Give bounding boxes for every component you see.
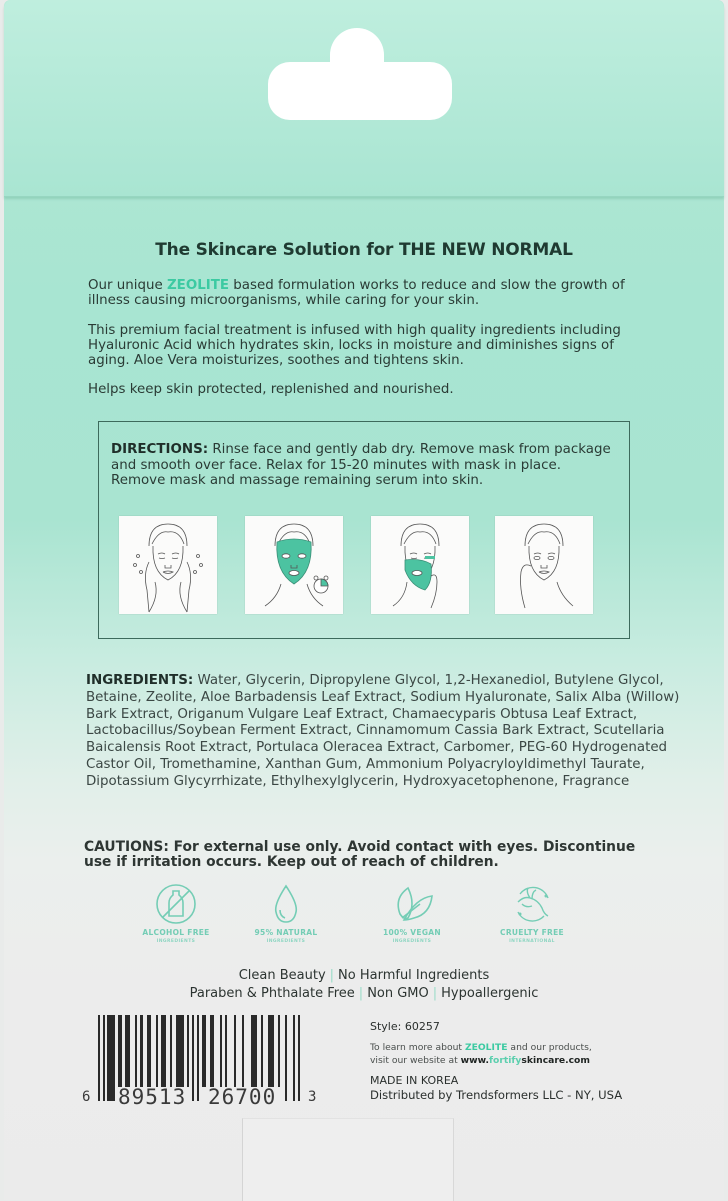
step-apply-mask <box>245 516 343 614</box>
claims-line-1 <box>0 967 728 984</box>
intro-text: Our unique <box>88 278 167 293</box>
ingredients-label: INGREDIENTS: <box>86 673 194 688</box>
leaping-bunny-icon <box>510 882 554 926</box>
directions-label: DIRECTIONS: <box>111 442 209 457</box>
badge-cruelty-free <box>482 882 582 944</box>
website-link[interactable] <box>461 1055 590 1066</box>
learn-text: and our products, <box>507 1042 592 1053</box>
leaf-icon <box>390 882 434 926</box>
distributor-text: Distributed by Trendsformers LLC - NY, USA <box>370 1088 623 1102</box>
directions-panel <box>98 421 630 639</box>
intro-paragraph-3: Helps keep skin protected, replenished and nourished. <box>88 382 454 397</box>
style-number: Style: 60257 <box>370 1020 440 1033</box>
water-drop-icon <box>264 882 308 926</box>
ingredients-text: Water, Glycerin, Dipropylene Glycol, 1,2-Hexanediol, Butylene Glycol, Betaine, Zeolite, Aloe Barbadensis Leaf Extract, Sodium Hyaluronate, Salix Alba (Willow) Bark Extract, Origanum Vulgare Leaf Extract, Chamaecyparis Obtusa Leaf Extract, Lactobacillus/Soybean Ferment Extract, Cinnamomum Cassia Bark Extract, Scutellaria Baicalensis Root Extract, Portulaca Oleracea Extract, Carbomer, PEG-60 Hydrogenated Castor Oil, Tromethamine, Xanthan Gum, Ammonium Polyacryloyldimethyl Taurate, Dipotassium Glycyrrhizate, Ethylhexylglycerin, Hydroxyacetophenone, Fragrance <box>86 673 680 789</box>
step-remove-mask <box>371 516 469 614</box>
visit-text: visit our website at <box>370 1055 461 1066</box>
hang-tab <box>4 0 724 197</box>
badge-subtitle: INGREDIENTS <box>266 939 306 944</box>
upc-barcode <box>82 1015 338 1109</box>
badge-title: 95% NATURAL <box>254 928 318 937</box>
website-brand: fortify <box>489 1055 522 1066</box>
ingredients-list <box>86 673 686 791</box>
directions-text <box>111 442 611 489</box>
claim-separator: | <box>432 986 438 1001</box>
claim-hypoallergenic: Hypoallergenic <box>441 986 539 1001</box>
badge-alcohol-free <box>126 882 226 944</box>
badge-subtitle: INGREDIENTS <box>392 939 432 944</box>
claims-line-2 <box>0 985 728 1002</box>
barcode-right-digits: 26700 <box>208 1085 277 1109</box>
headline-caps: THE NEW NORMAL <box>398 240 573 260</box>
step-massage-serum <box>495 516 593 614</box>
learn-text: To learn more about <box>370 1042 465 1053</box>
barcode-left-digits: 89513 <box>118 1085 187 1109</box>
directions-body: Rinse face and gently dab dry. Remove mask from package and smooth over face. Relax for 15-20 minutes with mask in place. Remove mask and massage remaining serum into skin. <box>111 442 611 488</box>
website-www: www. <box>460 1055 490 1066</box>
badge-100-vegan <box>362 882 462 944</box>
badge-95-natural <box>236 882 336 944</box>
intro-paragraph-2: This premium facial treatment is infused with high quality ingredients including Hyaluronic Acid which hydrates skin, locks in moisture and diminishes signs of aging. Aloe Vera moisturizes, soothes and tightens skin. <box>88 323 621 368</box>
remove-mask-illustration-icon <box>371 516 469 614</box>
headline <box>0 240 728 260</box>
badge-title: CRUELTY FREE <box>500 928 564 937</box>
badge-title: ALCOHOL FREE <box>142 928 210 937</box>
massage-serum-illustration-icon <box>495 516 593 614</box>
claim-paraben-free: Paraben & Phthalate Free <box>189 986 355 1001</box>
apply-mask-illustration-icon <box>245 516 343 614</box>
learn-more-text <box>370 1041 630 1067</box>
headline-prefix: The Skincare Solution for <box>155 240 399 260</box>
rinse-face-illustration-icon <box>119 516 217 614</box>
barcode-lead-digit: 6 <box>82 1089 91 1105</box>
barcode-check-digit: 3 <box>308 1089 317 1105</box>
zeolite-highlight: ZEOLITE <box>464 1042 508 1053</box>
badge-subtitle: INTERNATIONAL <box>509 939 555 944</box>
badge-subtitle: INGREDIENTS <box>156 939 196 944</box>
claim-separator: | <box>358 986 364 1001</box>
cautions-text: CAUTIONS: For external use only. Avoid contact with eyes. Discontinue use if irritation occurs. Keep out of reach of children. <box>84 839 636 870</box>
bottom-flap <box>242 1118 454 1201</box>
claim-no-harmful: No Harmful Ingredients <box>338 968 490 983</box>
zeolite-highlight: ZEOLITE <box>166 278 230 293</box>
badge-title: 100% VEGAN <box>383 928 441 937</box>
intro-paragraph-1 <box>88 278 648 308</box>
made-in-text: MADE IN KOREA <box>370 1074 459 1087</box>
claim-clean-beauty: Clean Beauty <box>238 968 326 983</box>
intro-text: based formulation works to reduce and slow the growth of illness causing microorganisms, while caring for your skin. <box>88 278 625 308</box>
no-alcohol-bottle-icon <box>154 882 198 926</box>
hang-hole <box>268 62 452 120</box>
step-rinse-face <box>119 516 217 614</box>
claim-non-gmo: Non GMO <box>367 986 429 1001</box>
claim-separator: | <box>329 968 335 983</box>
website-domain: skincare.com <box>521 1055 590 1066</box>
